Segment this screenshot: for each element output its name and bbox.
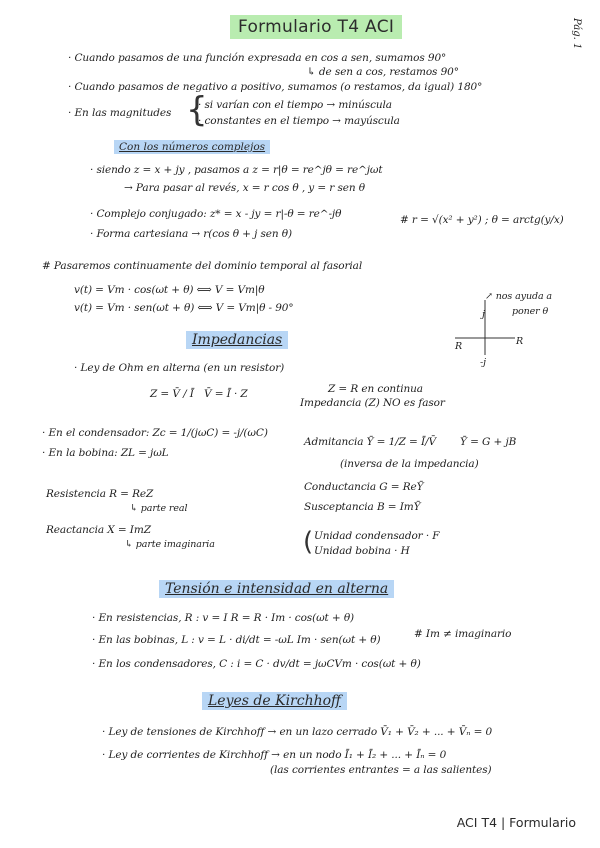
impedance-line-2b: V̄ = Ī · Z bbox=[204, 388, 248, 400]
axes-note-2: poner θ bbox=[512, 306, 549, 317]
impedance-line-4: · En la bobina: ZL = jωL bbox=[42, 447, 169, 459]
tension-note: # Im ≠ imaginario bbox=[414, 628, 512, 640]
axis-label-j: j bbox=[482, 309, 485, 320]
complex-line-1: · siendo z = x + jy , pasamos a z = r|θ = re^jθ = re^jωt bbox=[90, 164, 383, 176]
intro-line-4a: · si varían con el tiempo → minúscula bbox=[198, 99, 392, 111]
susceptance-line: Susceptancia B = ImȲ bbox=[304, 501, 421, 513]
resistance-line: Resistencia R = ReZ bbox=[46, 488, 154, 500]
axis-label-minus-j: -j bbox=[480, 357, 486, 368]
impedance-line-2c: Z = R en continua bbox=[328, 383, 423, 395]
paren-left: ( bbox=[303, 527, 314, 557]
intro-line-3: · Cuando pasamos de negativo a positivo, sumamos (o restamos, da igual) 180° bbox=[68, 81, 483, 93]
intro-line-4: · En las magnitudes bbox=[68, 107, 172, 119]
kirchhoff-line-1: · Ley de tensiones de Kirchhoff → en un lazo cerrado V̄₁ + V̄₂ + ... + V̄ₙ = 0 bbox=[102, 726, 493, 738]
axis-label-minus-r: R bbox=[455, 341, 463, 352]
footer-label: ACI T4 | Formulario bbox=[456, 815, 576, 830]
complex-line-7: v(t) = Vm · sen(ωt + θ) ⟺ V = Vm|θ - 90° bbox=[74, 302, 294, 314]
complex-line-3: · Complejo conjugado: z* = x - jy = r|-θ = re^-jθ bbox=[90, 208, 342, 220]
admittance-line-1: Admitancia Ȳ = 1/Z = Ī/V̄ bbox=[304, 436, 436, 448]
page-title: Formulario T4 ACI bbox=[230, 15, 402, 39]
complex-line-6: v(t) = Vm · cos(ωt + θ) ⟺ V = Vm|θ bbox=[74, 284, 265, 296]
reactance-line: Reactancia X = ImZ bbox=[46, 524, 151, 536]
intro-line-1: · Cuando pasamos de una función expresada en cos a sen, sumamos 90° bbox=[68, 52, 447, 64]
impedance-line-3: · En el condensador: Zc = 1/(jωC) = -j/(ωC) bbox=[42, 427, 268, 439]
complex-line-5: # Pasaremos continuamente del dominio temporal al fasorial bbox=[42, 260, 363, 272]
section-heading-complex: Con los números complejos bbox=[114, 140, 270, 154]
unit-inductor: Unidad bobina · H bbox=[314, 545, 410, 557]
admittance-line-2: Ȳ = G + jB bbox=[460, 436, 517, 448]
axes-note-1: ↗ nos ayuda a bbox=[485, 291, 552, 302]
tension-line-1: · En resistencias, R : v = I R = R · Im · cos(ωt + θ) bbox=[92, 612, 355, 624]
conductance-line: Conductancia G = ReȲ bbox=[304, 481, 424, 493]
reactance-note: ↳ parte imaginaria bbox=[125, 539, 215, 550]
admittance-line-3: (inversa de la impedancia) bbox=[340, 458, 479, 470]
unit-capacitor: Unidad condensador · F bbox=[314, 530, 440, 542]
brace: { bbox=[186, 90, 208, 130]
section-heading-impedance: Impedancias bbox=[186, 331, 288, 349]
page-number: Pág. 1 bbox=[571, 18, 582, 50]
kirchhoff-line-2: · Ley de corrientes de Kirchhoff → en un nodo Ī₁ + Ī₂ + ... + Īₙ = 0 bbox=[102, 749, 447, 761]
complex-line-4: · Forma cartesiana → r(cos θ + j sen θ) bbox=[90, 228, 293, 240]
complex-line-3b: # r = √(x² + y²) ; θ = arctg(y/x) bbox=[400, 214, 564, 226]
axis-label-r: R bbox=[516, 336, 524, 347]
resistance-note: ↳ parte real bbox=[130, 503, 188, 514]
intro-line-4b: · constantes en el tiempo → mayúscula bbox=[198, 115, 400, 127]
tension-line-3: · En los condensadores, C : i = C · dv/dt = jωCVm · cos(ωt + θ) bbox=[92, 658, 421, 670]
impedance-line-2a: Z = V̄ / Ī bbox=[150, 388, 194, 400]
kirchhoff-line-3: (las corrientes entrantes = a las salientes) bbox=[270, 764, 492, 776]
complex-line-2: → Para pasar al revés, x = r cos θ , y = r sen θ bbox=[124, 182, 365, 194]
impedance-line-1: · Ley de Ohm en alterna (en un resistor) bbox=[74, 362, 285, 374]
intro-line-2: ↳ de sen a cos, restamos 90° bbox=[307, 66, 459, 78]
section-heading-kirchhoff: Leyes de Kirchhoff bbox=[202, 692, 347, 710]
section-heading-tension: Tensión e intensidad en alterna bbox=[159, 580, 394, 598]
tension-line-2: · En las bobinas, L : v = L · di/dt = -ωL Im · sen(ωt + θ) bbox=[92, 634, 381, 646]
impedance-line-2d: Impedancia (Z) NO es fasor bbox=[300, 397, 445, 409]
